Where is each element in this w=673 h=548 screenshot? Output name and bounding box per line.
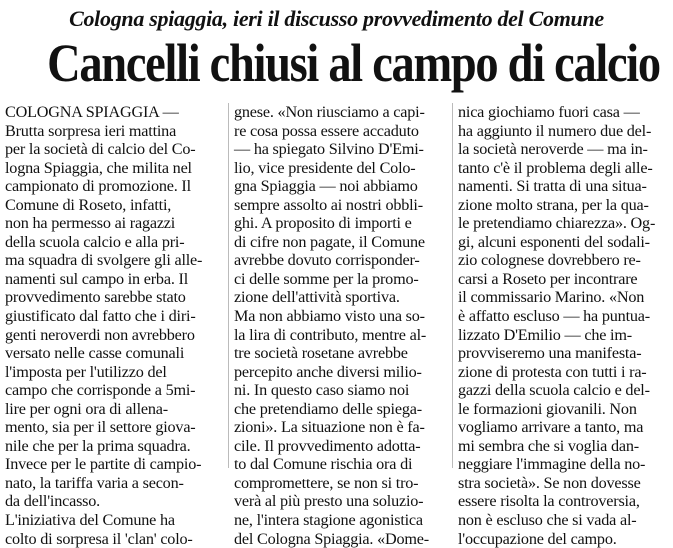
text-line: mi sembra che si voglia dan- (458, 436, 639, 455)
column-divider (452, 103, 453, 468)
text-line: campo che corrisponde a 5mi- (5, 381, 196, 400)
article-column-1 (5, 103, 220, 548)
text-line: ne, l'intera stagione agonistica (234, 511, 423, 530)
text-line: zione di protesta con tutti i ra- (458, 362, 647, 381)
text-line: — ha spiegato Silvino D'Emi- (234, 140, 424, 159)
text-line: ci delle somme per la promo- (234, 269, 419, 288)
text-line: ma squadra di svolgere gli alle- (5, 251, 203, 270)
text-line: campionato di promozione. Il (5, 177, 191, 196)
text-line: mento, sia per il settore giova- (5, 418, 196, 437)
text-line: Brutta sorpresa ieri mattina (5, 121, 177, 140)
text-line: ha aggiunto il numero due del- (458, 121, 652, 140)
kicker-headline: Cologna spiaggia, ieri il discusso provvedimento del Comune (69, 6, 604, 31)
text-line: colto di sorpresa il 'clan' colo- (5, 529, 193, 548)
text-line: ghi. A proposito di importi e (234, 214, 412, 233)
text-line: tanto c'è il problema degli alle- (458, 158, 653, 177)
text-line: lire per ogni ora di allena- (5, 399, 168, 418)
text-line: cile. Il provvedimento adotta- (234, 436, 421, 455)
text-line: vogliamo arrivare a tanto, ma (458, 418, 644, 437)
text-line: ni. In questo caso siamo noi (234, 381, 410, 400)
text-line: lio, vice presidente del Colo- (234, 158, 416, 177)
text-line: per la società di calcio del Co- (5, 140, 196, 159)
text-line: il commissario Marino. «Non (458, 288, 645, 307)
text-line: l'imposta per l'utilizzo del (5, 362, 167, 381)
text-line: non è escluso che si vada al- (458, 511, 637, 530)
text-line: nile che per la prima squadra. (5, 436, 191, 455)
text-line: giustificato dal fatto che i diri- (5, 307, 196, 326)
text-line: gnese. «Non riusciamo a capi- (234, 103, 425, 121)
text-line: versato nelle casse comunali (5, 344, 185, 363)
text-line: nato, la tariffa varia a secon- (5, 473, 184, 492)
column-divider (228, 103, 229, 468)
text-line: non ha permesso ai ragazzi (5, 214, 176, 233)
text-line: zione molto strana, per la qua- (458, 195, 649, 214)
text-line: zioni». La situazione non è fa- (234, 418, 425, 437)
text-line: del Cologna Spiaggia. «Dome- (234, 529, 429, 548)
text-line: COLOGNA SPIAGGIA — (5, 103, 179, 121)
text-line: provvedimento sarebbe stato (5, 288, 186, 307)
text-line: da dell'incasso. (5, 492, 101, 511)
text-line: la lira di contributo, mentre al- (234, 325, 427, 344)
text-line: lizzato D'Emilio — che im- (458, 325, 632, 344)
text-line: essere risolta la controversia, (458, 492, 640, 511)
article-column-3 (458, 103, 673, 548)
article-column-2 (234, 103, 449, 548)
text-line: L'iniziativa del Comune ha (5, 511, 175, 530)
text-line: namenti. Si tratta di una situa- (458, 177, 647, 196)
text-line: tre società rosetane avrebbe (234, 344, 408, 363)
text-line: le pretendiamo chiarezza». Og- (458, 214, 656, 233)
text-line: namenti sul campo in erba. Il (5, 269, 188, 288)
text-line: nica giochiamo fuori casa — (458, 103, 640, 121)
text-line: to dal Comune rischia ora di (234, 455, 413, 474)
text-line: di cifre non pagate, il Comune (234, 232, 425, 251)
text-line: verà al più presto una soluzio- (234, 492, 424, 511)
text-line: della scuola calcio e alla pri- (5, 232, 185, 251)
text-line: stra società». Se non dovesse (458, 473, 641, 492)
text-line: che pretendiamo delle spiega- (234, 399, 422, 418)
text-line: gi, alcuni esponenti del sodali- (458, 232, 650, 251)
text-line: Comune di Roseto, infatti, (5, 195, 172, 214)
text-line: Invece per le partite di campio- (5, 455, 202, 474)
text-line: compromettere, se non si tro- (234, 473, 419, 492)
text-line: genti neroverdi non avrebbero (5, 325, 195, 344)
text-line: l'occupazione del campo. (458, 529, 617, 548)
text-line: Ma non abbiamo visto una so- (234, 307, 425, 326)
text-line: la società neroverde — ma in- (458, 140, 648, 159)
text-line: re cosa possa essere accaduto (234, 121, 419, 140)
text-line: sempre assolto ai nostri obbli- (234, 195, 423, 214)
main-headline: Cancelli chiusi al campo di calcio (47, 33, 660, 93)
text-line: avrebbe dovuto corrisponder- (234, 251, 420, 270)
text-line: percepito anche diversi milio- (234, 362, 422, 381)
text-line: gna Spiaggia — noi abbiamo (234, 177, 418, 196)
text-line: provviseremo una manifesta- (458, 344, 642, 363)
text-line: è affatto escluso — ha puntua- (458, 307, 650, 326)
text-line: carsi a Roseto per incontrare (458, 269, 638, 288)
text-line: zio colognese dovrebbero re- (458, 251, 641, 270)
text-line: neggiare l'immagine della no- (458, 455, 646, 474)
text-line: gazzi della scuola calcio e del- (458, 381, 650, 400)
text-line: le formazioni giovanili. Non (458, 399, 637, 418)
text-line: logna Spiaggia, che milita nel (5, 158, 192, 177)
text-line: zione dell'attività sportiva. (234, 288, 400, 307)
